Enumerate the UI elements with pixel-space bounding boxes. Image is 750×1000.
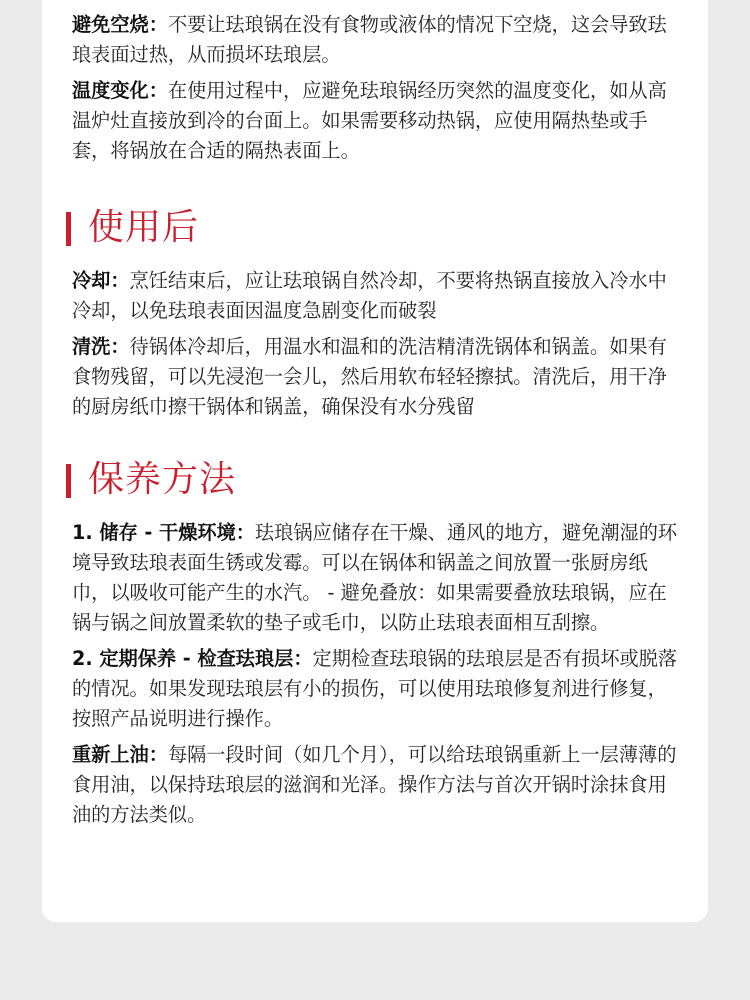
term-label: 重新上油 — [72, 743, 149, 766]
paragraph-cleaning — [72, 332, 680, 422]
term-separator: ： — [293, 647, 313, 670]
paragraph-text: 待锅体冷却后，用温水和温和的洗洁精清洗锅体和锅盖。如果有食物残留，可以先浸泡一会儿，然后用软布轻轻擦拭。清洗后，用干净的厨房纸巾擦干锅体和锅盖，确保没有水分残留 — [72, 335, 667, 418]
paragraph-text: 珐琅锅应储存在干燥、通风的地方，避免潮湿的环境导致珐琅表面生锈或发霉。可以在锅体和锅盖之间放置一张厨房纸巾，以吸收可能产生的水汽。 - 避免叠放：如果需要叠放珐琅锅，应在锅与锅之间放置柔软的垫子或毛巾，以防止珐琅表面相互刮擦。 — [72, 521, 678, 634]
term-separator: ： — [148, 79, 168, 102]
paragraph-regular-maintenance — [72, 644, 680, 734]
section-heading-after-use — [72, 207, 680, 249]
paragraph-re-oiling — [72, 740, 680, 830]
term-label: 2. 定期保养 - 检查珐琅层 — [72, 647, 294, 670]
paragraph-text: 每隔一段时间（如几个月），可以给珐琅锅重新上一层薄薄的食用油，以保持珐琅层的滋润和光泽。操作方法与首次开锅时涂抹食用油的方法类似。 — [72, 743, 677, 826]
term-label: 冷却 — [72, 269, 111, 292]
term-separator: ： — [235, 521, 255, 544]
paragraph-text: 在使用过程中，应避免珐琅锅经历突然的温度变化，如从高温炉灶直接放到冷的台面上。如果需要移动热锅，应使用隔热垫或手套，将锅放在合适的隔热表面上。 — [72, 79, 667, 162]
paragraph-temperature-change — [72, 76, 680, 166]
section-accent-bar — [66, 212, 71, 246]
section-heading-maintenance — [72, 459, 680, 501]
paragraph-text: 烹饪结束后，应让珐琅锅自然冷却，不要将热锅直接放入冷水中冷却，以免珐琅表面因温度急剧变化而破裂 — [72, 269, 667, 322]
article-content — [72, 10, 680, 830]
paragraph-text: 不要让珐琅锅在没有食物或液体的情况下空烧，这会导致珐琅表面过热，从而损坏珐琅层。 — [72, 13, 667, 66]
section-title: 使用后 — [88, 207, 200, 248]
paragraph-avoid-dry-heating — [72, 10, 680, 70]
term-separator: ： — [148, 13, 168, 36]
term-label: 清洗 — [72, 335, 111, 358]
section-title: 保养方法 — [88, 459, 237, 500]
term-label: 温度变化 — [72, 79, 149, 102]
term-separator: ： — [148, 743, 168, 766]
paragraph-text: 定期检查珐琅锅的珐琅层是否有损坏或脱落的情况。如果发现珐琅层有小的损伤，可以使用珐琅修复剂进行修复，按照产品说明进行操作。 — [72, 647, 678, 730]
paragraph-cooling — [72, 266, 680, 326]
term-separator: ： — [110, 335, 130, 358]
paragraph-storage — [72, 518, 680, 638]
term-label: 1. 储存 - 干燥环境 — [72, 521, 236, 544]
term-label: 避免空烧 — [72, 13, 149, 36]
term-separator: ： — [110, 269, 130, 292]
section-accent-bar — [66, 464, 71, 498]
